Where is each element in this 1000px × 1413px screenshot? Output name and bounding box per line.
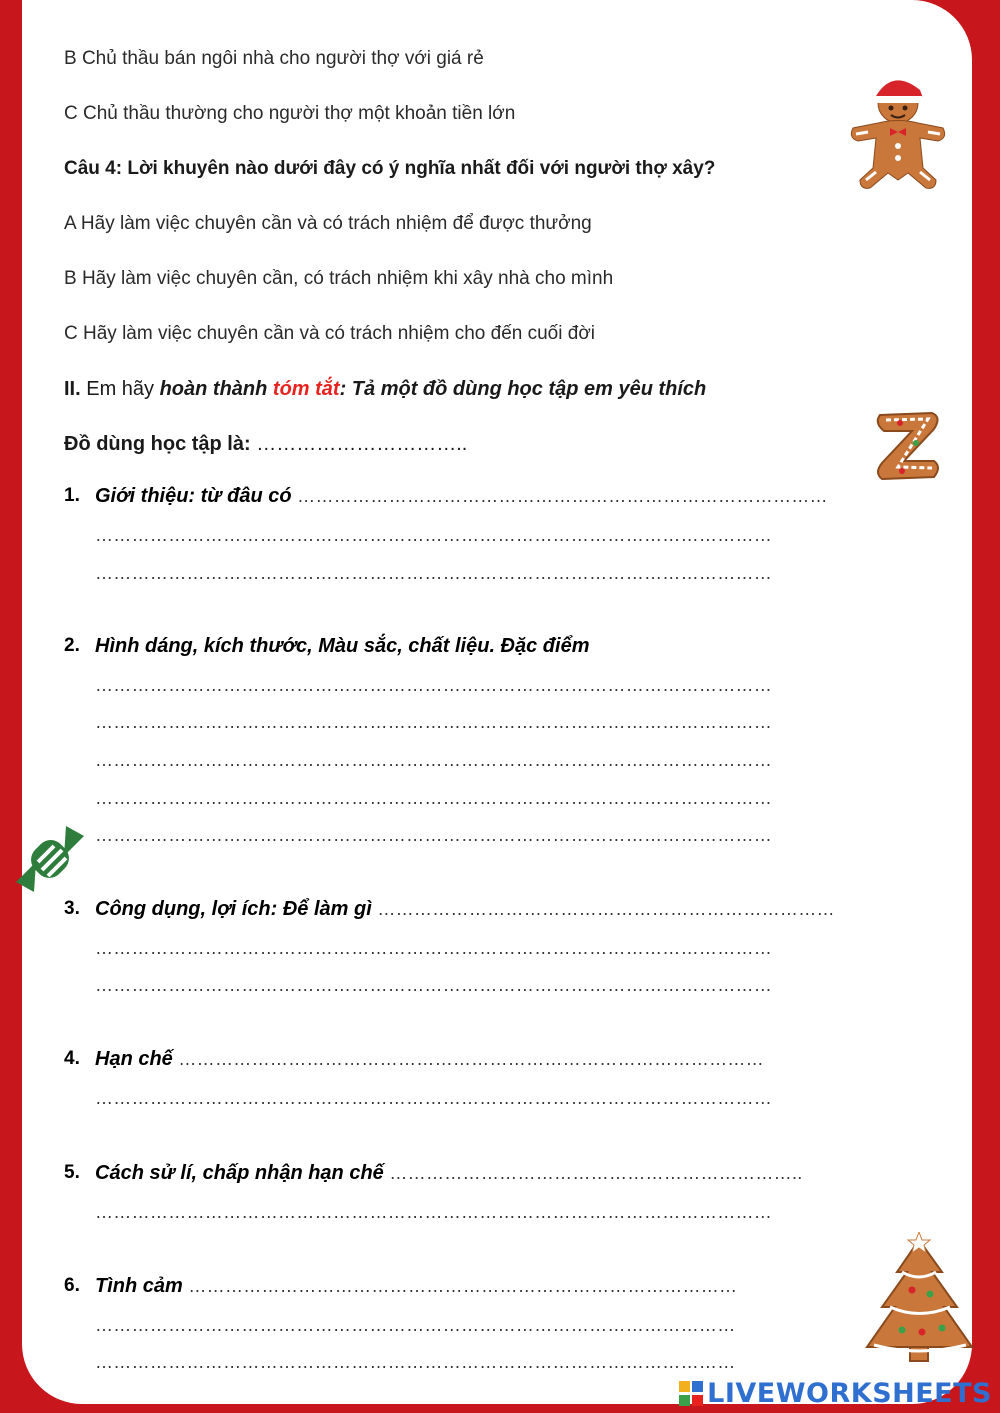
christmas-tree-cookie-icon [862,1232,977,1382]
item-6-label [95,1275,737,1298]
item-5-label-text: Cách sử lí, chấp nhận hạn chế [95,1162,384,1184]
item-1-label-text: Giới thiệu: từ đâu có [95,485,292,507]
liveworksheets-watermark[interactable] [679,1378,992,1409]
item-line-label: Đồ dùng học tập là: [64,433,257,455]
item-2-number: 2. [64,635,80,656]
option-q4-b: B Hãy làm việc chuyên cần, có trách nhiệm khi xây nhà cho mình [64,268,614,289]
answer-line-4a[interactable]: ………………………………………………………………………………………………… [95,1088,773,1108]
item-5-number: 5. [64,1162,80,1183]
item-3-trail[interactable]: ………………………………………………………………… [377,899,835,919]
item-2-label: Hình dáng, kích thước, Màu sắc, chất liệu. Đặc điểm [95,635,590,657]
green-candy-icon [14,822,86,898]
answer-line-5a[interactable]: ………………………………………………………………………………………………… [95,1202,773,1222]
option-q3-b: B Chủ thầu bán ngôi nhà cho người thợ với giá rẻ [64,48,484,69]
item-3-label [95,898,835,921]
answer-line-2d[interactable]: ………………………………………………………………………………………………… [95,788,773,808]
item-1-number: 1. [64,485,80,506]
answer-line-3a[interactable]: ………………………………………………………………………………………………… [95,938,773,958]
question-4-title: Câu 4: Lời khuyên nào dưới đây có ý nghĩa nhất đối với người thợ xây? [64,158,716,179]
answer-line-1b[interactable]: ………………………………………………………………………………………………… [95,563,773,583]
item-3-label-text: Công dụng, lợi ích: Để làm gì [95,898,372,920]
item-3-number: 3. [64,898,80,919]
item-line [64,433,467,456]
answer-line-2e[interactable]: ………………………………………………………………………………………………… [95,825,773,845]
section-2-heading [64,378,706,401]
liveworksheets-logo-icon [679,1381,703,1407]
answer-line-2b[interactable]: ………………………………………………………………………………………………… [95,712,773,732]
answer-line-2a[interactable]: ………………………………………………………………………………………………… [95,675,773,695]
item-4-number: 4. [64,1048,80,1069]
item-6-label-text: Tình cảm [95,1275,183,1297]
answer-line-1a[interactable]: ………………………………………………………………………………………………… [95,525,773,545]
worksheet-page [22,0,972,1404]
answer-line-6a[interactable]: …………………………………………………………………………………………… [95,1315,736,1335]
answer-line-3b[interactable]: ………………………………………………………………………………………………… [95,975,773,995]
item-6-number: 6. [64,1275,80,1296]
watermark-text: LIVEWORKSHEETS [707,1378,992,1409]
item-5-trail[interactable]: ………………………………………………………….. [389,1163,803,1183]
section-2-red: tóm tắt [272,378,340,400]
section-2-bold2: : Tả một đồ dùng học tập em yêu thích [339,378,707,400]
answer-line-2c[interactable]: ………………………………………………………………………………………………… [95,750,773,770]
option-q3-c: C Chủ thầu thường cho người thợ một khoản tiền lớn [64,103,516,124]
section-2-lead: Em hãy [80,378,160,400]
option-q4-a: A Hãy làm việc chuyên cần và có trách nhiệm để được thưởng [64,213,592,234]
section-2-roman: II. [64,378,81,400]
item-line-dots: ………………………….. [256,433,468,455]
gingerbread-man-icon [848,68,948,193]
answer-line-6b[interactable]: …………………………………………………………………………………………… [95,1352,736,1372]
item-1-label [95,485,828,508]
item-1-trail[interactable]: …………………………………………………………………………… [297,486,828,506]
candy-z-cookie-icon [872,405,947,485]
item-5-label [95,1162,803,1185]
item-6-trail[interactable]: ……………………………………………………………………………… [188,1276,738,1296]
item-4-trail[interactable]: …………………………………………………………………………………… [178,1049,764,1069]
item-4-label-text: Hạn chế [95,1048,173,1070]
option-q4-c: C Hãy làm việc chuyên cần và có trách nhiệm cho đến cuối đời [64,323,595,344]
item-4-label [95,1048,764,1071]
section-2-bold1: hoàn thành [159,378,273,400]
